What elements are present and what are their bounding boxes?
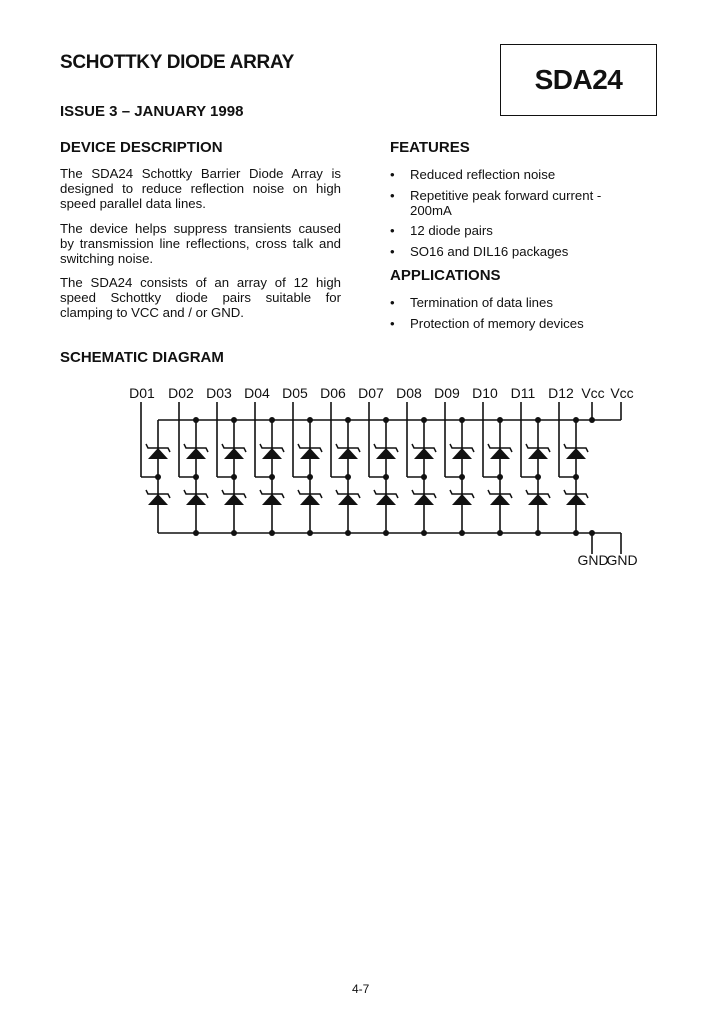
pin-label-d06: D06 <box>320 385 346 401</box>
schottky-diode-icon <box>262 448 282 459</box>
list-item: • SO16 and DIL16 packages <box>390 244 640 259</box>
list-item: • Reduced reflection noise <box>390 167 640 182</box>
junction-dot <box>383 474 389 480</box>
schottky-diode-icon <box>224 494 244 505</box>
description-paragraph: The SDA24 Schottky Barrier Diode Array is designed to reduce reflection noise on high speed parallel data lines. <box>60 166 341 211</box>
pin-label-d12: D12 <box>548 385 574 401</box>
junction-dot <box>573 530 579 536</box>
junction-dot <box>269 417 275 423</box>
junction-dot <box>535 474 541 480</box>
junction-dot <box>231 530 237 536</box>
schottky-diode-icon <box>414 494 434 505</box>
junction-dot <box>231 474 237 480</box>
junction-dot <box>573 474 579 480</box>
pin-label-d08: D08 <box>396 385 422 401</box>
schottky-diode-icon <box>490 494 510 505</box>
junction-dot <box>345 530 351 536</box>
junction-dot <box>459 417 465 423</box>
schottky-diode-icon <box>452 494 472 505</box>
junction-dot <box>345 417 351 423</box>
junction-dot <box>269 474 275 480</box>
junction-dot <box>535 530 541 536</box>
junction-dot <box>421 474 427 480</box>
vcc-label: Vcc <box>581 385 605 401</box>
list-item: • Repetitive peak forward current - 200mA <box>390 188 640 218</box>
junction-dot <box>155 474 161 480</box>
junction-dot <box>307 530 313 536</box>
list-item: • 12 diode pairs <box>390 223 640 238</box>
gnd-label: GND <box>606 552 638 568</box>
schottky-diode-icon <box>414 448 434 459</box>
issue-date: ISSUE 3 – JANUARY 1998 <box>60 103 244 120</box>
junction-dot <box>459 530 465 536</box>
junction-dot <box>535 417 541 423</box>
page-number: 4-7 <box>352 982 370 996</box>
schottky-diode-icon <box>376 494 396 505</box>
junction-dot <box>193 530 199 536</box>
schottky-diode-icon <box>300 494 320 505</box>
schottky-diode-icon <box>528 448 548 459</box>
gnd-label: GND <box>577 552 609 568</box>
junction-dot <box>345 474 351 480</box>
junction-dot <box>307 474 313 480</box>
features-heading: FEATURES <box>390 139 470 156</box>
junction-dot <box>193 474 199 480</box>
junction-dot <box>497 474 503 480</box>
description-heading: DEVICE DESCRIPTION <box>60 139 223 156</box>
pin-label-d02: D02 <box>168 385 194 401</box>
pin-label-d09: D09 <box>434 385 460 401</box>
description-paragraph: The device helps suppress transients caused by transmission line reflections, cross talk and switching noise. <box>60 221 341 266</box>
junction-dot <box>383 417 389 423</box>
junction-dot <box>307 417 313 423</box>
schematic-heading: SCHEMATIC DIAGRAM <box>60 349 224 366</box>
schottky-diode-icon <box>452 448 472 459</box>
schottky-diode-icon <box>224 448 244 459</box>
junction-dot <box>573 417 579 423</box>
schottky-diode-icon <box>528 494 548 505</box>
schottky-diode-icon <box>490 448 510 459</box>
schottky-diode-icon <box>300 448 320 459</box>
schottky-diode-icon <box>338 448 358 459</box>
schottky-diode-icon <box>186 494 206 505</box>
junction-dot <box>421 417 427 423</box>
pin-label-d10: D10 <box>472 385 498 401</box>
junction-dot <box>383 530 389 536</box>
schottky-diode-icon <box>148 494 168 505</box>
pin-label-d04: D04 <box>244 385 270 401</box>
junction-dot <box>497 417 503 423</box>
junction-dot <box>269 530 275 536</box>
junction-dot <box>459 474 465 480</box>
junction-dot <box>421 530 427 536</box>
schottky-diode-icon <box>262 494 282 505</box>
schottky-diode-icon <box>148 448 168 459</box>
part-number-box: SDA24 <box>500 44 657 116</box>
pin-label-d07: D07 <box>358 385 384 401</box>
pin-label-d11: D11 <box>510 385 536 401</box>
description-paragraph: The SDA24 consists of an array of 12 high speed Schottky diode pairs suitable for clamping to VCC and / or GND. <box>60 275 341 320</box>
junction-dot <box>497 530 503 536</box>
junction-dot <box>193 417 199 423</box>
schottky-diode-icon <box>186 448 206 459</box>
schottky-diode-icon <box>376 448 396 459</box>
applications-heading: APPLICATIONS <box>390 267 501 284</box>
pin-label-d05: D05 <box>282 385 308 401</box>
junction-dot <box>231 417 237 423</box>
pin-label-d03: D03 <box>206 385 232 401</box>
vcc-label: Vcc <box>610 385 634 401</box>
document-title: SCHOTTKY DIODE ARRAY <box>60 52 294 73</box>
list-item: • Protection of memory devices <box>390 316 640 331</box>
list-item: • Termination of data lines <box>390 295 640 310</box>
pin-label-d01: D01 <box>129 385 155 401</box>
schottky-diode-icon <box>566 494 586 505</box>
schottky-diode-icon <box>566 448 586 459</box>
schottky-diode-icon <box>338 494 358 505</box>
